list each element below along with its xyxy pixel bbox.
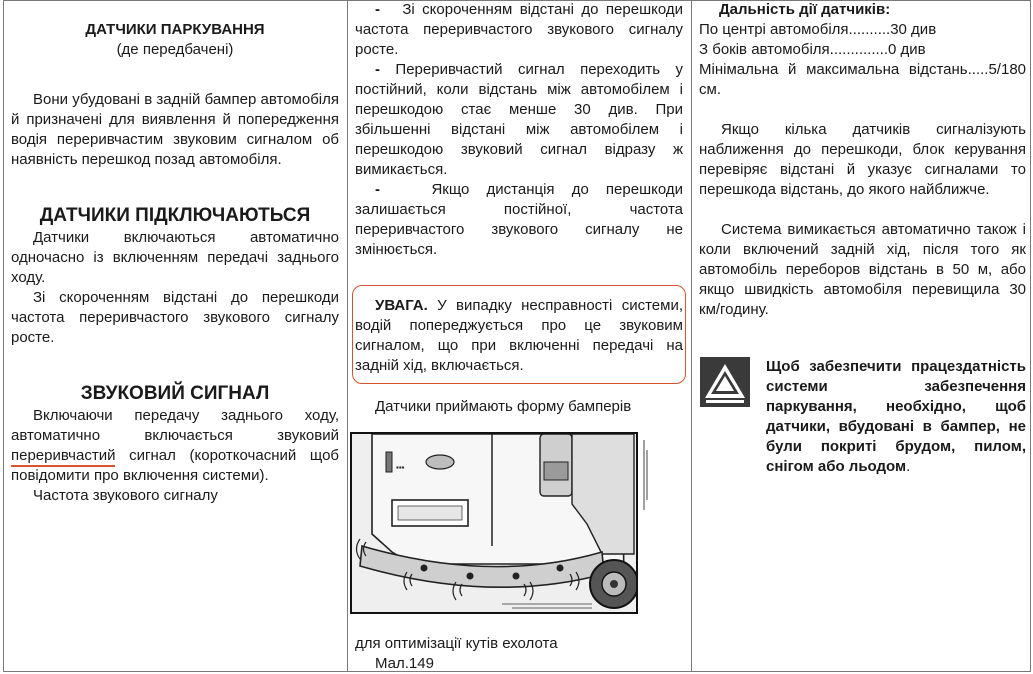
maintenance-note	[766, 357, 1026, 477]
note-end: .	[906, 458, 911, 475]
column-divider-2	[691, 0, 692, 672]
range-title: Дальність дії датчиків:	[719, 1, 891, 18]
sound-p1-start: Включаючи передачу заднього ходу, автоматично включається звуковий	[11, 407, 339, 444]
bullet-1-text: Зі скороченням відстані до перешкоди частота переривчастого звукового сигналу росте.	[355, 1, 683, 58]
bullet-3-text: Якщо дистанція до перешкоди залишається постійної, частота переривчастого звукового сигналу не змінюється.	[355, 181, 683, 258]
badge-marking: ▪▪▪	[396, 463, 405, 472]
bullet-2-text: Переривчастий сигнал переходить у постійний, коли відстань між автомобілем і перешкодою стає менше 30 див. При збільшенні відстані між автомобілем і перешкодою звуковий сигнал відразу ж вимикається.	[355, 61, 683, 178]
parking-title: ДАТЧИКИ ПАРКУВАННЯ	[85, 21, 265, 38]
sound-paragraph-2: Частота звукового сигналу	[33, 487, 218, 504]
figure-label: Мал.149	[375, 655, 434, 672]
connect-paragraph-2: Зі скороченням відстані до перешкоди частота переривчастого звукового сигналу росте.	[11, 289, 339, 346]
parking-intro: Вони убудовані в задній бампер автомобіля й призначені для виявлення й попередження водія переривчастим звуковим сигналом об наявність перешкод позад автомобіля.	[11, 91, 339, 168]
warning-label: УВАГА.	[375, 297, 428, 314]
underlined-word: переривчастий	[11, 447, 115, 467]
sensors-line-wrap	[355, 397, 683, 417]
range-minmax: Мінімальна й максимальна відстань.....5/180 см.	[699, 61, 1026, 98]
warning-triangle-icon	[700, 357, 750, 407]
warning-paragraph	[355, 296, 683, 376]
bullet-3-marker: -	[375, 181, 380, 198]
sensors-line: Датчики приймають форму бамперів	[375, 398, 632, 415]
connect-title: ДАТЧИКИ ПІДКЛЮЧАЮТЬСЯ	[39, 205, 311, 226]
caption-wrap	[355, 634, 683, 674]
figure-side-tick	[642, 440, 650, 510]
note-text: Щоб забезпечити працездатність системи забезпечення паркування, необхідно, щоб датчики, вбудовані в бампер, не були покриті брудом, пилом, снігом або льодом	[766, 358, 1026, 475]
caption-line: для оптимізації кутів ехолота	[355, 635, 558, 652]
warning-text: У випадку несправності системи, водій попереджується про це звуковим сигналом, що при включенні передачі на задній хід, включається.	[355, 297, 683, 374]
bullet-1-marker: -	[375, 1, 380, 18]
column-left	[11, 0, 339, 506]
van-rear-sensors-illustration	[350, 432, 638, 614]
van-rear-drawing	[352, 434, 636, 612]
column-divider-1	[347, 0, 348, 672]
maintenance-note-text	[766, 357, 1026, 477]
parking-subtitle: (де передбачені)	[116, 41, 234, 58]
sound-p1-end: сигнал (короткочасний щоб повідомити про включення системи).	[11, 447, 340, 484]
range-center: По центрі автомобіля..........30 див	[699, 21, 937, 38]
bullet-3	[355, 180, 683, 260]
column-right	[699, 0, 1026, 320]
connect-paragraph-1: Датчики включаються автоматично одночасно із включенням передачі заднього ходу.	[11, 229, 339, 286]
auto-off-paragraph: Система вимикається автоматично також і коли включений задній хід, після того як автомобіль переборов відстань в 50 м, або якщо швидкість автомобіля перевищила 30 км/годину.	[699, 221, 1026, 318]
range-sides: З боків автомобіля..............0 див	[699, 41, 926, 58]
warning-content	[355, 296, 683, 376]
column-middle	[355, 0, 683, 260]
bullet-2-marker: -	[375, 61, 380, 78]
sound-title: ЗВУКОВИЙ СИГНАЛ	[80, 383, 270, 404]
bullet-1	[355, 0, 683, 60]
multi-sensor-paragraph: Якщо кілька датчиків сигналізують наближення до перешкоди, блок керування перевіряє відстані й указує сигналами то перешкода відстань, до якого найближче.	[699, 121, 1026, 198]
sound-paragraph-1	[11, 406, 339, 486]
bullet-2	[355, 60, 683, 180]
